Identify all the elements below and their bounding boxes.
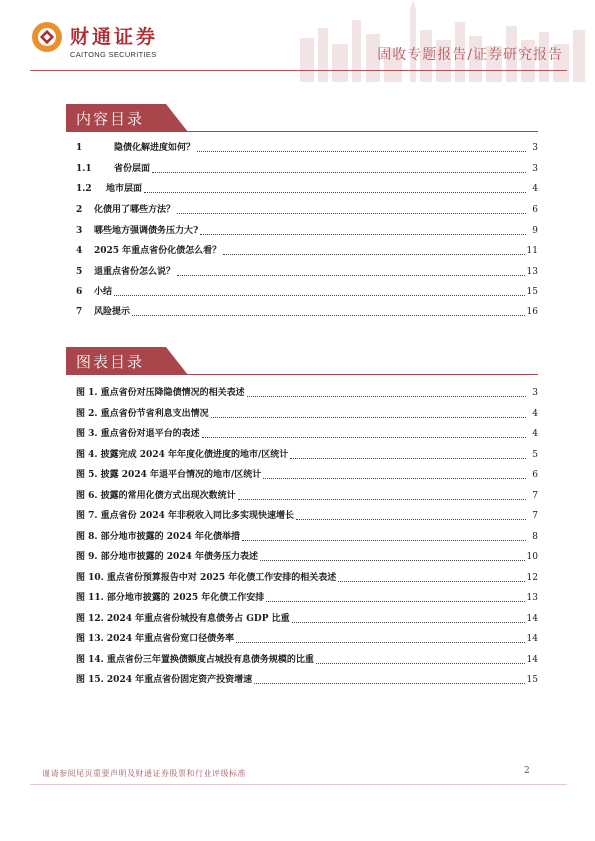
figure-entry-page: 14 — [526, 634, 538, 644]
toc-entry[interactable] — [76, 305, 538, 319]
dot-leader — [197, 151, 526, 152]
figure-entry-title: 图 9. 部分地市披露的 2024 年债务压力表述 — [76, 552, 258, 562]
toc-entry[interactable] — [76, 162, 538, 176]
toc-entry-title: 地市层面 — [106, 184, 143, 194]
figure-entry-title: 图 11. 部分地市披露的 2025 年化债工作安排 — [76, 593, 265, 603]
toc-entry-page: 6 — [532, 205, 538, 215]
toc-entry[interactable] — [76, 224, 538, 238]
figure-entry-page: 4 — [532, 429, 538, 439]
figure-entry-title: 图 3. 重点省份对退平台的表述 — [76, 429, 200, 439]
figure-entry[interactable] — [76, 530, 538, 544]
figure-entry[interactable] — [76, 427, 538, 441]
toc-entry-number: 4 — [76, 246, 83, 256]
figure-entry[interactable] — [76, 489, 538, 503]
dot-leader — [254, 683, 524, 684]
toc-entry-page: 15 — [526, 287, 538, 297]
figure-entry-title: 图 12. 2024 年重点省份城投有息债务占 GDP 比重 — [76, 614, 290, 624]
dot-leader — [200, 234, 526, 235]
figure-entry-page: 3 — [532, 388, 538, 398]
dot-leader — [211, 417, 526, 418]
toc-entry-title: 风险提示 — [94, 307, 131, 317]
toc-entry-number: 3 — [76, 226, 83, 236]
logo-english-name: CAITONG SECURITIES — [70, 50, 157, 59]
dot-leader — [316, 663, 525, 664]
dot-leader — [144, 192, 526, 193]
toc-entry-title: 退重点省份怎么说？ — [94, 267, 176, 277]
figure-entry[interactable] — [76, 509, 538, 523]
figure-entry-title: 图 14. 重点省份三年置换债额度占城投有息债务规模的比重 — [76, 655, 314, 665]
page-header — [0, 0, 595, 88]
figure-entry-page: 6 — [532, 470, 538, 480]
toc-entry-title: 省份层面 — [114, 164, 151, 174]
toc-entry[interactable] — [76, 285, 538, 299]
toc-entry-title: 2025 年重点省份化债怎么看？ — [94, 246, 222, 256]
dot-leader — [247, 396, 526, 397]
toc-entry-title: 小结 — [94, 287, 113, 297]
dot-leader — [223, 254, 524, 255]
figure-entry-page: 14 — [526, 614, 538, 624]
toc-entry-number: 2 — [76, 205, 83, 215]
toc-entry[interactable] — [76, 182, 538, 196]
logo-chinese-name: 财通证券 — [70, 26, 159, 48]
dot-leader — [236, 642, 524, 643]
dot-leader — [202, 437, 526, 438]
dot-leader — [177, 213, 526, 214]
figure-entry[interactable] — [76, 653, 538, 667]
dot-leader — [338, 581, 524, 582]
page-number: 2 — [524, 766, 530, 776]
figure-entry-page: 15 — [526, 675, 538, 685]
dot-leader — [242, 540, 526, 541]
figure-entry-title: 图 4. 披露完成 2024 年年度化债进度的地市/区统计 — [76, 450, 289, 460]
toc-entry-number: 1.2 — [76, 184, 92, 194]
figure-entry[interactable] — [76, 591, 538, 605]
dot-leader — [177, 275, 525, 276]
header-divider — [30, 70, 567, 71]
figure-entry-page: 5 — [532, 450, 538, 460]
toc-entry-page: 3 — [532, 143, 538, 153]
figure-entry[interactable] — [76, 673, 538, 687]
footer-disclaimer: 谨请参阅尾页重要声明及财通证券股票和行业评级标准 — [42, 769, 246, 778]
figure-entry[interactable] — [76, 632, 538, 646]
figure-entry[interactable] — [76, 407, 538, 421]
toc-entry-page: 13 — [526, 267, 538, 277]
figure-entry[interactable] — [76, 612, 538, 626]
figure-entry-title: 图 1. 重点省份对压降隐债情况的相关表述 — [76, 388, 245, 398]
toc-entry-number: 5 — [76, 267, 83, 277]
dot-leader — [290, 458, 526, 459]
toc-entry-title: 隐债化解进度如何？ — [114, 143, 196, 153]
toc-entry[interactable] — [76, 141, 538, 155]
figure-entry-title: 图 7. 重点省份 2024 年非税收入同比多实现快速增长 — [76, 511, 294, 521]
toc-entry-number: 6 — [76, 287, 83, 297]
figure-entry-page: 8 — [532, 532, 538, 542]
caitong-coin-icon — [30, 20, 64, 54]
toc-entry-number: 1.1 — [76, 164, 92, 174]
figure-entry[interactable] — [76, 448, 538, 462]
figure-entry[interactable] — [76, 386, 538, 400]
caitong-logo — [30, 20, 180, 70]
figure-entry-title: 图 8. 部分地市披露的 2024 年化债举措 — [76, 532, 240, 542]
dot-leader — [152, 172, 526, 173]
toc-entry-page: 16 — [526, 307, 538, 317]
figure-entry-page: 4 — [532, 409, 538, 419]
figure-entry-title: 图 6. 披露的常用化债方式出现次数统计 — [76, 491, 236, 501]
dot-leader — [132, 315, 525, 316]
figure-entry[interactable] — [76, 550, 538, 564]
figure-entry-title: 图 2. 重点省份节省利息支出情况 — [76, 409, 209, 419]
figure-entry-page: 10 — [526, 552, 538, 562]
dot-leader — [296, 519, 526, 520]
dot-leader — [266, 601, 524, 602]
figure-entry-title: 图 5. 披露 2024 年退平台情况的地市/区统计 — [76, 470, 262, 480]
figure-entry-page: 12 — [526, 573, 538, 583]
figure-entry-page: 13 — [526, 593, 538, 603]
toc-banner — [66, 104, 538, 132]
figure-entry[interactable] — [76, 468, 538, 482]
dot-leader — [238, 499, 526, 500]
figures-banner — [66, 347, 538, 375]
toc-entry-page: 11 — [526, 246, 538, 256]
dot-leader — [114, 295, 525, 296]
figure-entry-title: 图 10. 重点省份预算报告中对 2025 年化债工作安排的相关表述 — [76, 573, 337, 583]
toc-entry[interactable] — [76, 265, 538, 279]
figures-title: 图表目录 — [76, 353, 145, 371]
toc-entry-number: 7 — [76, 307, 83, 317]
toc-entry[interactable] — [76, 203, 538, 217]
toc-entry-title: 哪些地方强调债务压力大? — [94, 226, 199, 236]
toc-entry[interactable] — [76, 244, 538, 258]
figure-entry[interactable] — [76, 571, 538, 585]
toc-entry-page: 9 — [532, 226, 538, 236]
figure-entry-title: 图 13. 2024 年重点省份宽口径债务率 — [76, 634, 235, 644]
toc-entry-page: 3 — [532, 164, 538, 174]
dot-leader — [260, 560, 525, 561]
toc-entry-title: 化债用了哪些方法？ — [94, 205, 176, 215]
dot-leader — [263, 478, 526, 479]
toc-entry-page: 4 — [532, 184, 538, 194]
footer-divider — [30, 784, 567, 785]
figure-entry-page: 14 — [526, 655, 538, 665]
toc-entry-number: 1 — [76, 143, 83, 153]
report-type-label: 固收专题报告/证券研究报告 — [377, 47, 563, 63]
figure-entry-page: 7 — [532, 511, 538, 521]
toc-title: 内容目录 — [76, 110, 145, 128]
figure-entry-title: 图 15. 2024 年重点省份固定资产投资增速 — [76, 675, 253, 685]
figure-entry-page: 7 — [532, 491, 538, 501]
dot-leader — [292, 622, 525, 623]
